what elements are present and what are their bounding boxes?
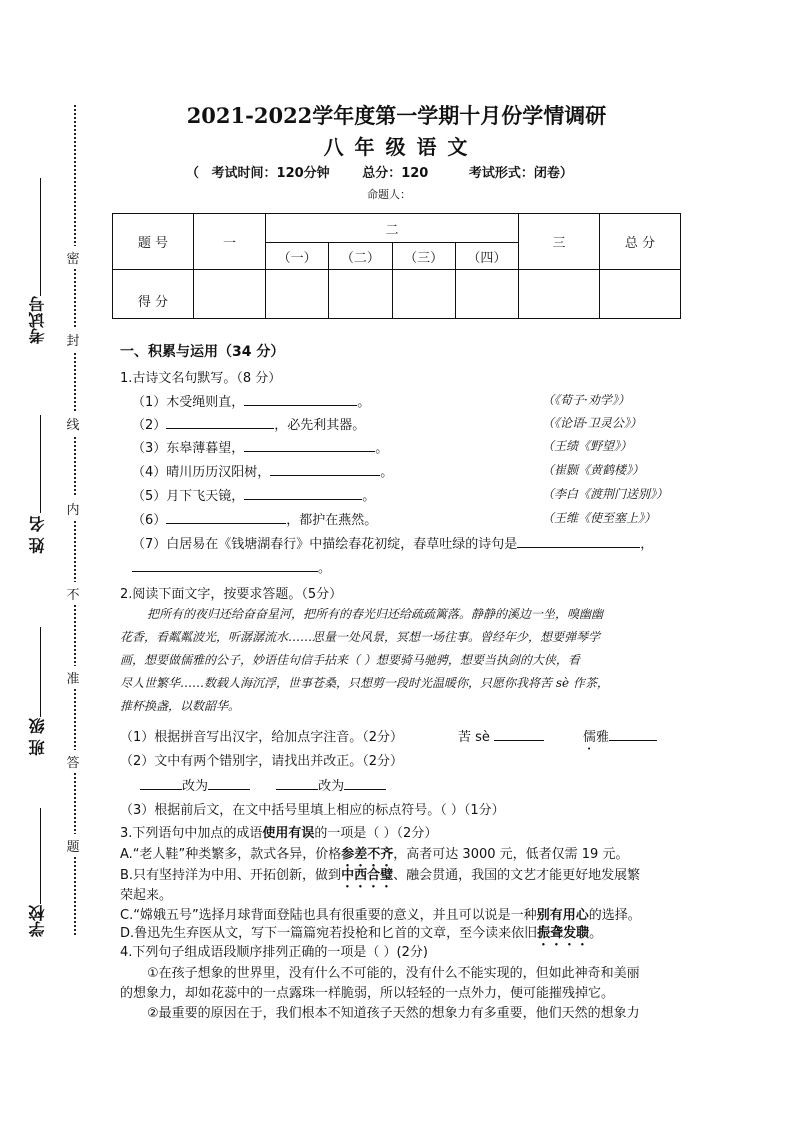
seal-char: 答 (64, 750, 82, 773)
q2-sub1-a: 苦 sè (458, 726, 544, 745)
q2-sub1-b: 儒雅 (583, 726, 657, 753)
seal-char: 不 (64, 582, 82, 605)
passage-line: 推杯换盏，以数韶华。 (120, 699, 241, 713)
passage-line: 画，想要做儒雅的公子，妙语佳句信手拈来（ ）想要骑马驰骋，想要当执剑的大侠，看 (120, 653, 580, 667)
seal-char: 密 (64, 246, 82, 269)
q1-item-7-cont: 。 (132, 557, 331, 576)
q2-sub3: （3）根据前后文，在文中括号里填上相应的标点符号。（ ）（1分） (120, 803, 505, 818)
answer-blank[interactable] (244, 486, 362, 500)
answer-blank[interactable] (132, 558, 318, 572)
class-label: 班 级 (28, 718, 47, 756)
exam-number-blank (40, 178, 41, 296)
exam-info (186, 162, 573, 181)
name-blank (40, 415, 41, 513)
answer-blank[interactable] (208, 776, 250, 790)
answer-blank[interactable] (140, 776, 182, 790)
q4-sentence: 的想象力，却如花蕊中的一点露珠一样脆弱，所以轻轻的一点外力，便可能摧残掉它。 (120, 986, 615, 1001)
passage-line: 把所有的夜归还给奋奋星河，把所有的春光归还给疏疏篱落。静静的溪边一坐，嗅幽幽 (147, 607, 604, 621)
question-author: 命题人： (367, 188, 411, 201)
answer-blank[interactable] (244, 438, 375, 452)
seal-char: 题 (64, 834, 82, 857)
q2-sub2: （2）文中有两个错别字，请找出并改正。（2分） (120, 754, 404, 769)
answer-blank[interactable] (166, 415, 274, 429)
school-label: 学校 (28, 905, 47, 937)
score-cell[interactable] (455, 270, 518, 319)
q4-stem: 4.下列句子组成语段顺序排列正确的一项是（ ）(2分) (120, 945, 428, 960)
passage-line: 尽人世繁华……数载人海沉浮，世事苍桑，只想剪一段时光温暖你，只愿你我将苦 sè 作茶， (120, 676, 609, 690)
seal-char: 封 (64, 328, 82, 351)
answer-blank[interactable] (276, 776, 318, 790)
subsection-header: （二） (329, 243, 392, 270)
q1-item: （1）木受绳则直， 。 (132, 391, 370, 410)
q1-source: （李白《渡荆门送别》） (542, 487, 669, 501)
q2-sub2-answers: 改为 改为 (140, 775, 386, 794)
score-cell[interactable] (519, 270, 600, 319)
info-open: （ (186, 166, 200, 181)
q1-item-7: （7）白居易在《钱塘湖春行》中描绘春花初绽，春草吐绿的诗句是 ， (132, 533, 653, 552)
q1-source: （《荀子·劝学》） (542, 393, 630, 407)
class-blank (40, 627, 41, 717)
q3-option-a[interactable]: A.“老人鞋”种类繁多，款式各异，价格参差不齐，高者可达 3000 元，低者仅需 19 元。 (120, 847, 629, 862)
exam-time: 考试时间：120分钟 (211, 166, 330, 181)
q1-item: （4）晴川历历汉阳树， 。 (132, 461, 393, 480)
question-number-header: 题 号 (113, 214, 194, 270)
score-table (112, 213, 681, 319)
subsection-header: （一） (266, 243, 329, 270)
answer-blank[interactable] (609, 727, 657, 741)
answer-blank[interactable] (244, 392, 357, 406)
binding-dotted-line (74, 105, 76, 935)
answer-blank[interactable] (166, 510, 286, 524)
section-one-header: 一 (194, 214, 266, 270)
exam-number-label: 考试号 (28, 296, 47, 344)
seal-char: 内 (64, 497, 82, 520)
score-row-label: 得 分 (113, 270, 194, 319)
q1-item: （2） ，必先利其器。 (132, 414, 365, 433)
score-cell[interactable] (194, 270, 266, 319)
answer-blank[interactable] (517, 534, 640, 548)
q3-option-b-cont: 荣起来。 (120, 888, 173, 903)
q3-option-c[interactable]: C.“嫦娥五号”选择月球背面登陆也具有很重要的意义，并且可以说是一种别有用心的选择。 (120, 908, 641, 923)
seal-char: 线 (64, 412, 82, 435)
q1-item: （5）月下飞天镜， 。 (132, 485, 375, 504)
section-heading: 一、积累与运用（34 分） (120, 344, 285, 360)
exam-title: 2021-2022学年度第一学期十月份学情调研 (186, 103, 607, 128)
exam-form: 考试形式：闭卷） (468, 166, 573, 181)
q4-sentence: ②最重要的原因在于，我们根本不知道孩子天然的想象力有多重要，他们天然的想象力 (147, 1006, 640, 1021)
subject-title: 八 年 级 语 文 (323, 135, 470, 159)
q1-source: （《论语·卫灵公》） (542, 416, 642, 430)
total-header: 总 分 (600, 214, 681, 270)
q3-stem: 3.下列语句中加点的成语使用有误的一项是（ ）（2分） (120, 826, 438, 841)
score-cell[interactable] (329, 270, 392, 319)
seal-char: 准 (64, 666, 82, 689)
answer-blank[interactable] (494, 727, 544, 741)
q1-source: （崔颢《黄鹤楼》） (542, 463, 645, 477)
q1-source: （王绩《野望》） (542, 439, 633, 453)
score-cell[interactable] (266, 270, 329, 319)
total-score: 总分：120 (362, 166, 429, 181)
q1-item: （6） ，都护在燕然。 (132, 509, 377, 528)
q1-source: （王维《使至塞上》） (542, 511, 657, 525)
name-label: 姓 名 (28, 516, 47, 554)
answer-blank[interactable] (270, 462, 380, 476)
school-blank (40, 808, 41, 904)
q4-sentence: ①在孩子想象的世界里，没有什么不可能的，没有什么不能实现的，但如此神奇和美丽 (147, 966, 640, 981)
score-cell[interactable] (392, 270, 455, 319)
q1-stem: 1.古诗文名句默写。（8 分） (120, 371, 282, 386)
answer-blank[interactable] (344, 776, 386, 790)
q3-option-d[interactable]: D.鲁迅先生弃医从文，写下一篇篇宛若投枪和匕首的文章，至今读来依旧振聋发聩。 (120, 926, 603, 941)
score-cell[interactable] (600, 270, 681, 319)
passage-line: 花香，看粼粼波光，听潺潺流水……思量一处风景，冥想一场往事。曾经年少，想要弹琴学 (120, 630, 601, 644)
section-three-header: 三 (519, 214, 600, 270)
subsection-header: （四） (455, 243, 518, 270)
q2-sub1: （1）根据拼音写出汉字，给加点字注音。（2分） (120, 730, 404, 745)
q1-item: （3）东皋薄暮望， 。 (132, 437, 388, 456)
q2-stem: 2.阅读下面文字，按要求答题。（5分） (120, 587, 343, 602)
subsection-header: （三） (392, 243, 455, 270)
section-two-header: 二 (266, 214, 519, 243)
q3-option-b[interactable]: B.只有坚持洋为中用、开拓创新，做到中西合璧、融会贯通，我国的文艺才能更好地发展繁 (120, 868, 641, 883)
